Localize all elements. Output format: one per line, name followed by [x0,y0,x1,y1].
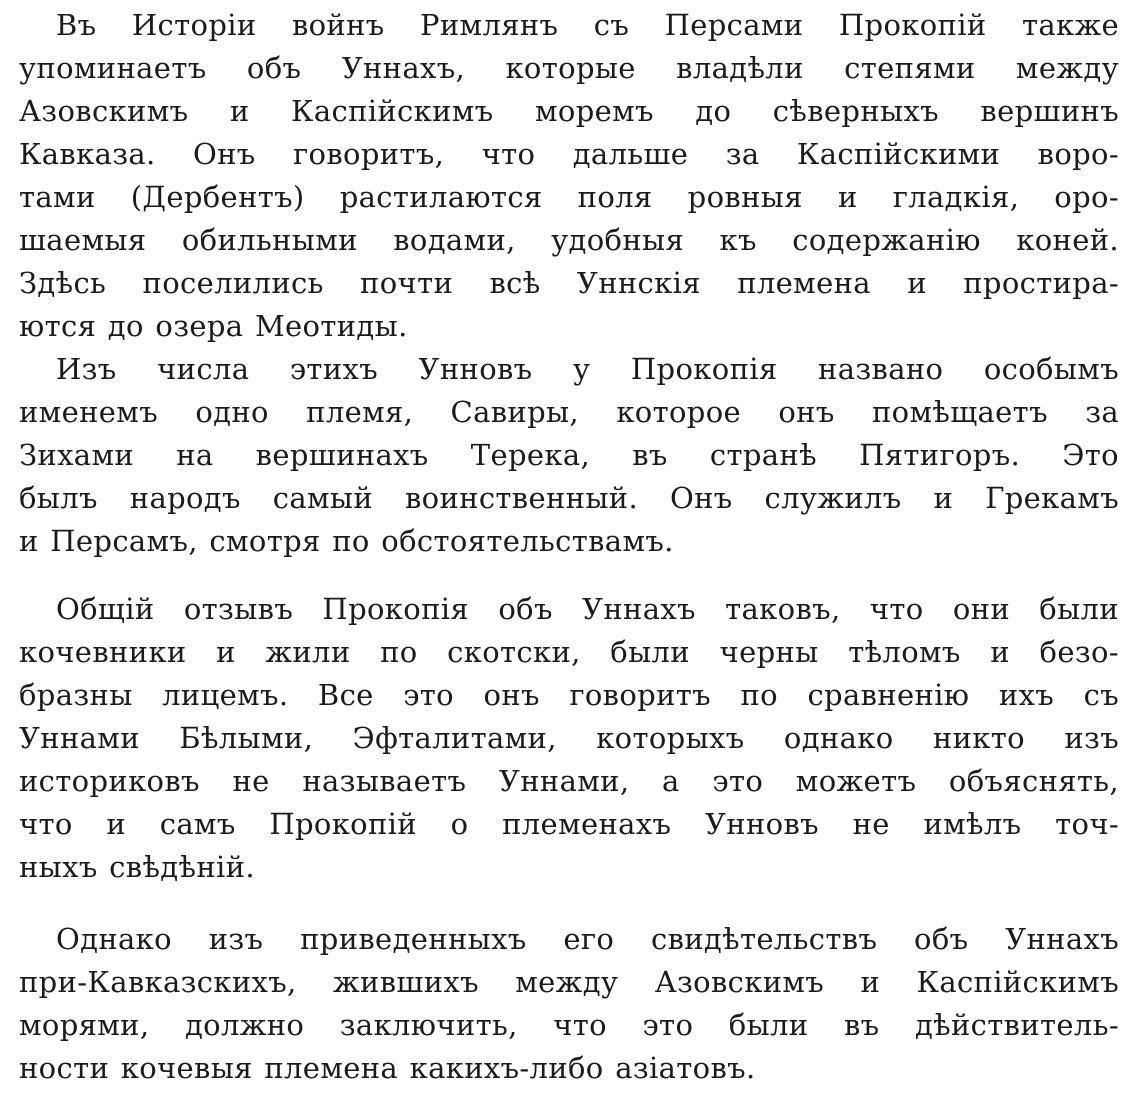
text-line: бразны лицемъ. Все это онъ говоритъ по сравненію ихъ съ [19,678,1119,712]
text-line: ныхъ свѣдѣній. [19,850,255,884]
text-line: ности кочевыя племена какихъ-либо азіатовъ. [19,1051,756,1085]
text-line: тами (Дербентъ) растилаются поля ровныя и гладкія, оро- [19,180,1119,214]
text-line: былъ народъ самый воинственный. Онъ служилъ и Грекамъ [19,481,1119,515]
text-line: морями, должно заключить, что это были въ дѣйствитель- [19,1008,1119,1042]
text-line: Однако изъ приведенныхъ его свидѣтельствъ объ Уннахъ [56,922,1119,956]
text-line: Азовскимъ и Каспійскимъ моремъ до сѣверныхъ вершинъ [19,94,1119,128]
text-line: ются до озера Меотиды. [19,309,408,343]
text-line: Зихами на вершинахъ Терека, въ странѣ Пятигоръ. Это [19,438,1119,472]
text-line: Въ Исторіи войнъ Римлянъ съ Персами Прокопій также [56,8,1119,42]
text-line: Общій отзывъ Прокопія объ Уннахъ таковъ, что они были [56,592,1119,626]
text-line: Уннами Бѣлыми, Эфталитами, которыхъ однако никто изъ [19,721,1119,755]
text-line: именемъ одно племя, Савиры, которое онъ помѣщаетъ за [19,395,1119,429]
text-line: и Персамъ, смотря по обстоятельствамъ. [19,524,674,558]
text-line: Изъ числа этихъ Унновъ у Прокопія названо особымъ [56,352,1119,386]
text-line: кочевники и жили по скотски, были черны тѣломъ и безо- [19,635,1119,669]
text-line: шаемыя обильными водами, удобныя къ содержанію коней. [19,223,1119,257]
text-line: при-Кавказскихъ, жившихъ между Азовскимъ и Каспійскимъ [19,965,1119,999]
text-line: упоминаетъ объ Уннахъ, которые владѣли степями между [19,51,1119,85]
text-line: Здѣсь поселились почти всѣ Уннскія племена и простира- [19,266,1119,300]
text-line: историковъ не называетъ Уннами, а это можетъ объяснять, [19,764,1119,798]
text-line: что и самъ Прокопій о племенахъ Унновъ не имѣлъ точ- [19,807,1119,841]
text-line: Кавказа. Онъ говоритъ, что дальше за Каспійскими воро- [19,137,1119,171]
